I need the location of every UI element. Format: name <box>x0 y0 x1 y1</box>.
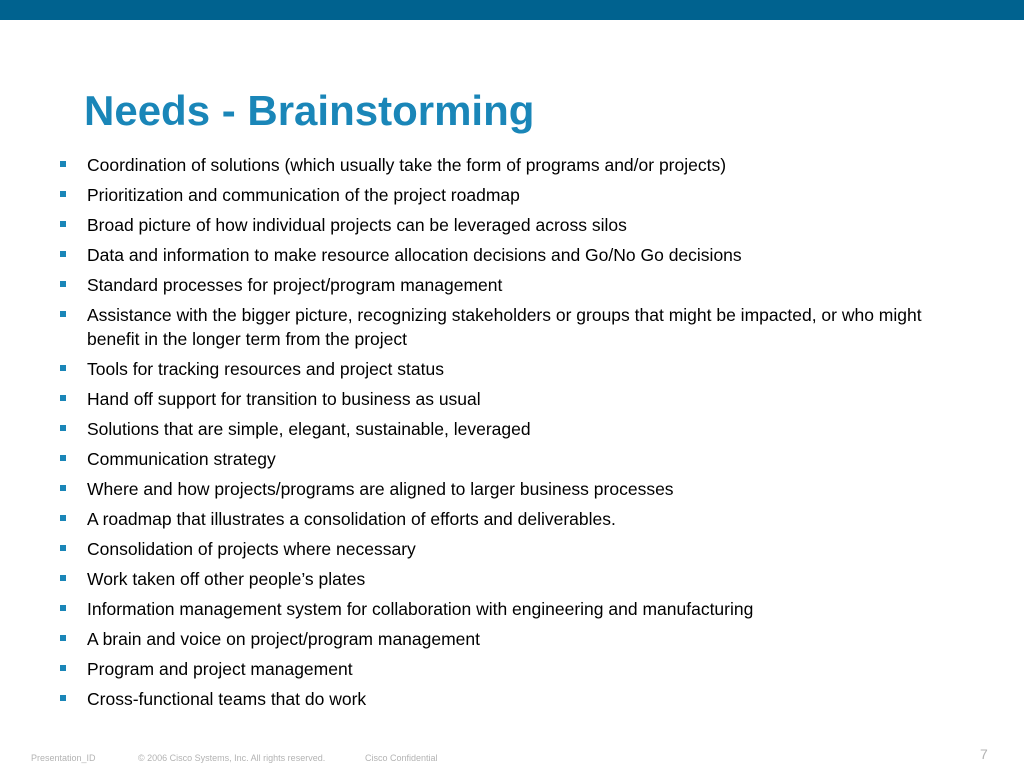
list-item-text: Standard processes for project/program management <box>87 275 503 295</box>
square-bullet-icon <box>60 635 66 641</box>
square-bullet-icon <box>60 191 66 197</box>
list-item-text: A brain and voice on project/program management <box>87 629 481 649</box>
list-item-text: Program and project management <box>87 659 353 679</box>
list-item <box>60 387 960 411</box>
list-item-text: Data and information to make resource allocation decisions and Go/No Go decisions <box>87 245 742 265</box>
list-item <box>60 627 960 651</box>
list-item <box>60 537 960 561</box>
list-item <box>60 153 960 177</box>
list-item <box>60 243 960 267</box>
square-bullet-icon <box>60 281 66 287</box>
square-bullet-icon <box>60 485 66 491</box>
top-bar <box>0 0 1024 20</box>
bullet-list <box>60 153 960 717</box>
list-item-text: A roadmap that illustrates a consolidation of efforts and deliverables. <box>87 509 616 529</box>
square-bullet-icon <box>60 395 66 401</box>
list-item <box>60 447 960 471</box>
list-item-text: Tools for tracking resources and project status <box>87 359 444 379</box>
list-item <box>60 273 960 297</box>
list-item-text: Assistance with the bigger picture, recognizing stakeholders or groups that might be impacted, or who might benefit in the longer term from the project <box>87 305 922 349</box>
list-item <box>60 657 960 681</box>
list-item-text: Work taken off other people’s plates <box>87 569 366 589</box>
footer-copyright: © 2006 Cisco Systems, Inc. All rights reserved. <box>138 753 326 763</box>
footer-confidential: Cisco Confidential <box>365 753 438 763</box>
list-item-text: Coordination of solutions (which usually take the form of programs and/or projects) <box>87 155 727 175</box>
list-item <box>60 357 960 381</box>
square-bullet-icon <box>60 161 66 167</box>
list-item-text: Broad picture of how individual projects can be leveraged across silos <box>87 215 627 235</box>
list-item <box>60 567 960 591</box>
slide-title: Needs - Brainstorming <box>84 87 535 134</box>
list-item-text: Information management system for collaboration with engineering and manufacturing <box>87 599 754 619</box>
square-bullet-icon <box>60 251 66 257</box>
square-bullet-icon <box>60 665 66 671</box>
list-item <box>60 687 960 711</box>
list-item-text: Where and how projects/programs are aligned to larger business processes <box>87 479 674 499</box>
square-bullet-icon <box>60 425 66 431</box>
square-bullet-icon <box>60 515 66 521</box>
footer-presentation-id: Presentation_ID <box>31 753 96 763</box>
list-item <box>60 303 960 351</box>
list-item-text: Cross-functional teams that do work <box>87 689 367 709</box>
list-item <box>60 213 960 237</box>
square-bullet-icon <box>60 695 66 701</box>
list-item-text: Solutions that are simple, elegant, sustainable, leveraged <box>87 419 531 439</box>
square-bullet-icon <box>60 575 66 581</box>
list-item <box>60 417 960 441</box>
page-number: 7 <box>980 746 988 762</box>
list-item-text: Consolidation of projects where necessary <box>87 539 416 559</box>
list-item <box>60 477 960 501</box>
square-bullet-icon <box>60 545 66 551</box>
list-item-text: Communication strategy <box>87 449 276 469</box>
list-item <box>60 507 960 531</box>
square-bullet-icon <box>60 221 66 227</box>
list-item-text: Hand off support for transition to business as usual <box>87 389 481 409</box>
square-bullet-icon <box>60 365 66 371</box>
square-bullet-icon <box>60 311 66 317</box>
square-bullet-icon <box>60 605 66 611</box>
square-bullet-icon <box>60 455 66 461</box>
list-item <box>60 183 960 207</box>
list-item <box>60 597 960 621</box>
list-item-text: Prioritization and communication of the project roadmap <box>87 185 520 205</box>
